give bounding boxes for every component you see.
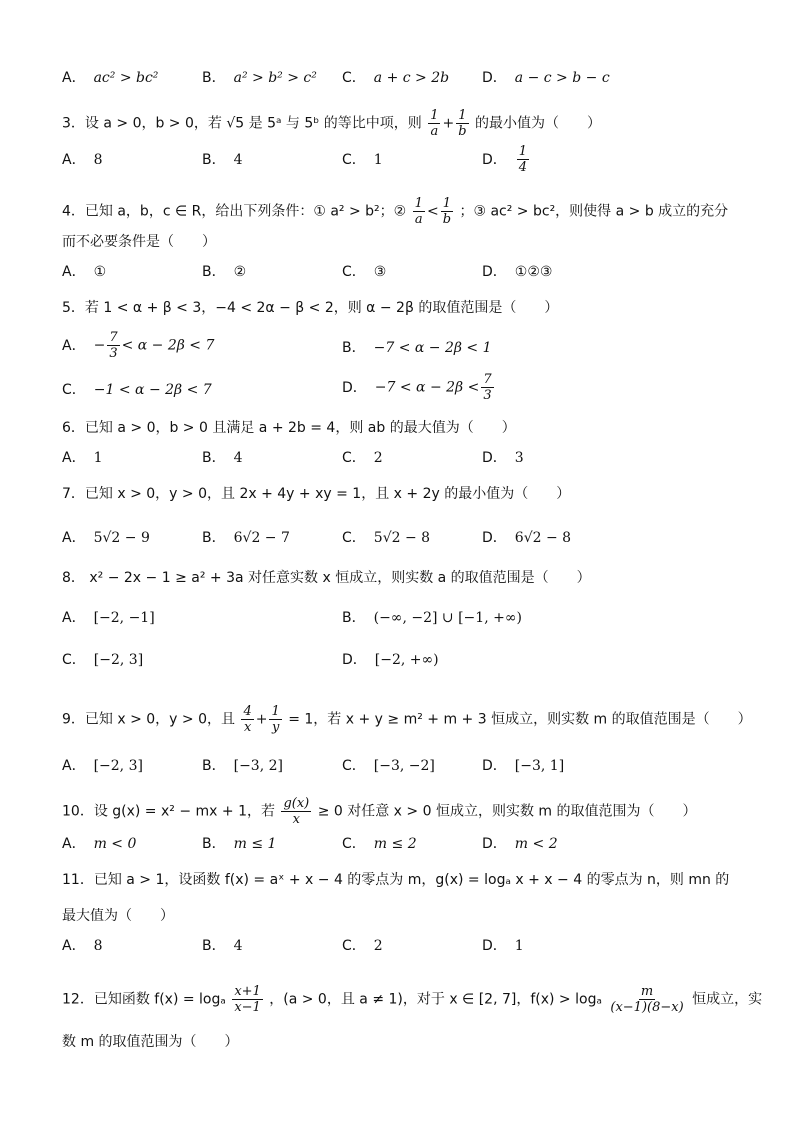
question-text: 9．已知 x > 0，y > 0，且: [62, 711, 236, 728]
option-d[interactable]: [482, 448, 524, 468]
question-text: 12．已知函数 f(x) = logₐ: [62, 991, 226, 1008]
option-label: A．: [62, 337, 86, 354]
option-label: A．: [62, 152, 86, 168]
option-label: A．: [62, 450, 86, 466]
question-8: [62, 568, 591, 588]
numerator: 1: [458, 108, 467, 123]
option-text: ②: [233, 264, 247, 280]
question-12-cont: [62, 1032, 239, 1052]
option-label: D．: [482, 70, 507, 86]
option-a[interactable]: [62, 448, 103, 468]
option-text: 4: [233, 450, 243, 466]
option-label: B．: [202, 152, 226, 168]
fraction: [481, 372, 493, 403]
question-3: [62, 108, 601, 139]
option-label: D．: [482, 264, 507, 280]
question-text: 而不必要条件是（ ）: [62, 234, 216, 250]
denominator: 3: [483, 388, 492, 403]
option-text: 4: [233, 152, 243, 168]
question-text: 4．已知 a，b，c ∈ R，给出下列条件：① a² > b²；②: [62, 203, 407, 220]
question-text: = 1，若 x + y ≥ m² + m + 3 恒成立，则实数 m 的取值范围是（ ）: [288, 711, 752, 728]
fraction: [608, 984, 685, 1015]
option-text: −: [93, 337, 106, 354]
numerator: 7: [483, 372, 492, 387]
option-a[interactable]: [62, 330, 214, 361]
option-label: C．: [342, 70, 366, 86]
option-text: ①②③: [514, 264, 553, 280]
question-4-cont: [62, 232, 216, 252]
option-text: [−3, 1]: [514, 758, 565, 774]
option-text: ①: [93, 264, 107, 280]
option-b[interactable]: [202, 262, 246, 282]
option-text: [−2, 3]: [93, 652, 144, 668]
option-label: D．: [482, 938, 507, 954]
fraction: [441, 196, 453, 227]
option-label: B．: [202, 836, 226, 852]
option-text: m ≤ 1: [233, 836, 277, 852]
option-text: −7 < α − 2β <: [374, 379, 480, 396]
question-11-cont: [62, 906, 174, 926]
option-label: D．: [482, 450, 507, 466]
option-b[interactable]: [202, 528, 290, 548]
operator: +: [442, 115, 455, 132]
question-5: [62, 298, 558, 318]
option-label: D．: [482, 758, 507, 774]
fraction: [517, 144, 529, 175]
option-text: 1: [514, 938, 524, 954]
option-text: 2: [373, 450, 383, 466]
option-label: A．: [62, 610, 86, 626]
question-text: 最大值为（ ）: [62, 908, 174, 924]
option-c[interactable]: [342, 150, 383, 170]
option-text: 2: [373, 938, 383, 954]
question-text: 3．设 a > 0，b > 0，若 √5 是 5ᵃ 与 5ᵇ 的等比中项，则: [62, 115, 422, 132]
option-label: D．: [482, 530, 507, 546]
option-b[interactable]: [202, 150, 243, 170]
option-text: [−2, 3]: [93, 758, 143, 774]
denominator: b: [458, 124, 467, 139]
option-text: [−2, +∞): [374, 652, 439, 668]
operator: +: [255, 711, 268, 728]
option-label: C．: [342, 450, 366, 466]
question-10: [62, 796, 697, 827]
question-text: 恒成立，实: [692, 991, 763, 1008]
numerator: 1: [442, 196, 451, 211]
denominator: (x−1)(8−x): [610, 1000, 684, 1015]
option-label: A．: [62, 264, 86, 280]
numerator: 7: [109, 330, 118, 345]
question-text: ；③ ac² > bc²，则使得 a > b 成立的充分: [459, 203, 729, 220]
denominator: 3: [109, 346, 118, 361]
question-4: [62, 196, 728, 227]
fraction: [413, 196, 425, 227]
denominator: x: [243, 720, 252, 735]
option-d[interactable]: [482, 834, 558, 854]
option-label: C．: [342, 938, 366, 954]
option-text: 4: [233, 938, 243, 954]
numerator: 4: [243, 704, 252, 719]
option-a[interactable]: [62, 834, 136, 854]
option-a[interactable]: [62, 528, 150, 548]
option-a[interactable]: [62, 608, 155, 628]
option-label: D．: [342, 379, 367, 396]
option-label: A．: [62, 530, 86, 546]
option-d[interactable]: [482, 144, 531, 175]
option-label: C．: [342, 152, 366, 168]
option-text: 8: [93, 152, 103, 168]
option-label: B．: [202, 758, 226, 774]
option-label: D．: [482, 151, 507, 168]
option-text: 1: [93, 450, 103, 466]
option-b[interactable]: [342, 338, 492, 358]
option-b[interactable]: [202, 936, 243, 956]
option-label: B．: [202, 530, 226, 546]
question-text: 5．若 1 < α + β < 3，−4 < 2α − β < 2，则 α − 2β 的取值范围是（ ）: [62, 300, 559, 316]
option-label: A．: [62, 758, 86, 774]
option-text: 5√2 − 9: [93, 530, 150, 546]
numerator: 1: [271, 704, 280, 719]
option-label: B．: [202, 938, 226, 954]
numerator: 1: [518, 144, 528, 159]
fraction: [281, 796, 311, 827]
option-b[interactable]: [202, 834, 276, 854]
option-label: C．: [342, 264, 366, 280]
option-d[interactable]: [342, 372, 496, 403]
option-label: D．: [482, 836, 507, 852]
option-a[interactable]: [62, 756, 143, 776]
option-text: a + c > 2b: [373, 70, 450, 86]
question-9: [62, 704, 752, 735]
option-label: C．: [342, 836, 366, 852]
question-text: 数 m 的取值范围为（ ）: [62, 1034, 239, 1050]
question-11: [62, 870, 729, 890]
option-text: a² > b² > c²: [233, 70, 317, 86]
option-c[interactable]: [62, 380, 212, 400]
option-label: C．: [342, 530, 366, 546]
option-c[interactable]: [342, 834, 417, 854]
option-label: B．: [202, 450, 226, 466]
option-label: B．: [202, 70, 226, 86]
option-text: [−2, −1]: [93, 610, 155, 626]
option-c[interactable]: [342, 68, 449, 88]
question-7: [62, 484, 570, 504]
option-label: B．: [202, 264, 226, 280]
option-b[interactable]: [202, 756, 283, 776]
option-d[interactable]: [482, 68, 610, 88]
option-text: m ≤ 2: [373, 836, 417, 852]
denominator: x: [292, 812, 300, 827]
denominator: a: [414, 212, 423, 227]
question-text: 6．已知 a > 0，b > 0 且满足 a + 2b = 4，则 ab 的最大值为（ ）: [62, 420, 516, 436]
question-text: ，(a > 0，且 a ≠ 1)，对于 x ∈ [2, 7]，f(x) > logₐ: [269, 991, 602, 1008]
option-label: D．: [342, 652, 367, 668]
question-12: [62, 984, 762, 1015]
denominator: x−1: [234, 1000, 261, 1015]
numerator: g(x): [283, 796, 310, 811]
fraction: [241, 704, 253, 735]
numerator: 1: [414, 196, 423, 211]
option-text: m < 2: [514, 836, 558, 852]
option-d[interactable]: [482, 528, 571, 548]
denominator: y: [271, 720, 280, 735]
option-label: C．: [62, 382, 86, 398]
question-6: [62, 418, 516, 438]
fraction: [107, 330, 119, 361]
question-text: 11．已知 a > 1，设函数 f(x) = aˣ + x − 4 的零点为 m，g(x) = logₐ x + x − 4 的零点为 n，则 mn 的: [62, 872, 730, 888]
option-text: ③: [373, 264, 387, 280]
option-label: B．: [342, 610, 366, 626]
option-text: 5√2 − 8: [373, 530, 431, 546]
numerator: m: [640, 984, 654, 999]
question-text: 的最小值为（ ）: [474, 115, 601, 132]
option-a[interactable]: [62, 262, 106, 282]
option-text: [−3, 2]: [233, 758, 283, 774]
option-text: < α − 2β < 7: [121, 337, 215, 354]
question-text: 7．已知 x > 0，y > 0，且 2x + 4y + xy = 1，且 x + 2y 的最小值为（ ）: [62, 486, 571, 502]
option-text: 3: [514, 450, 524, 466]
question-text: 8． x² − 2x − 1 ≥ a² + 3a 对任意实数 x 恒成立，则实数 a 的取值范围是（ ）: [62, 570, 591, 586]
option-b[interactable]: [202, 68, 317, 88]
fraction: [428, 108, 440, 139]
option-c[interactable]: [342, 756, 435, 776]
option-c[interactable]: [342, 936, 383, 956]
option-b[interactable]: [202, 448, 243, 468]
denominator: 4: [518, 160, 528, 175]
numerator: x+1: [234, 984, 261, 999]
option-text: [−3, −2]: [373, 758, 435, 774]
question-text: ≥ 0 对任意 x > 0 恒成立，则实数 m 的取值范围为（ ）: [317, 803, 697, 820]
denominator: a: [430, 124, 439, 139]
option-a[interactable]: [62, 150, 103, 170]
option-c[interactable]: [342, 262, 386, 282]
option-d[interactable]: [342, 650, 439, 670]
option-d[interactable]: [482, 756, 564, 776]
option-label: A．: [62, 836, 86, 852]
fraction: [456, 108, 468, 139]
option-text: −7 < α − 2β < 1: [373, 340, 492, 356]
option-label: A．: [62, 938, 86, 954]
option-d[interactable]: [482, 936, 524, 956]
fraction: [232, 984, 263, 1015]
option-d[interactable]: [482, 262, 552, 282]
question-text: 10．设 g(x) = x² − mx + 1，若: [62, 803, 275, 820]
option-text: m < 0: [93, 836, 137, 852]
option-label: B．: [342, 340, 366, 356]
option-label: C．: [342, 758, 366, 774]
option-text: 8: [93, 938, 103, 954]
option-text: 6√2 − 7: [233, 530, 290, 546]
numerator: 1: [430, 108, 439, 123]
option-b[interactable]: [342, 608, 522, 628]
option-c[interactable]: [342, 448, 383, 468]
fraction: [269, 704, 281, 735]
option-text: 1: [373, 152, 383, 168]
operator: <: [426, 203, 439, 220]
option-label: C．: [62, 652, 86, 668]
option-a[interactable]: [62, 936, 103, 956]
option-text: ac² > bc²: [93, 70, 159, 86]
option-text: 6√2 − 8: [514, 530, 572, 546]
option-text: −1 < α − 2β < 7: [93, 382, 212, 398]
option-text: (−∞, −2] ∪ [−1, +∞): [373, 610, 522, 626]
option-c[interactable]: [62, 650, 143, 670]
option-a[interactable]: [62, 68, 158, 88]
option-c[interactable]: [342, 528, 430, 548]
option-text: a − c > b − c: [514, 70, 610, 86]
denominator: b: [442, 212, 452, 227]
option-label: A．: [62, 70, 86, 86]
